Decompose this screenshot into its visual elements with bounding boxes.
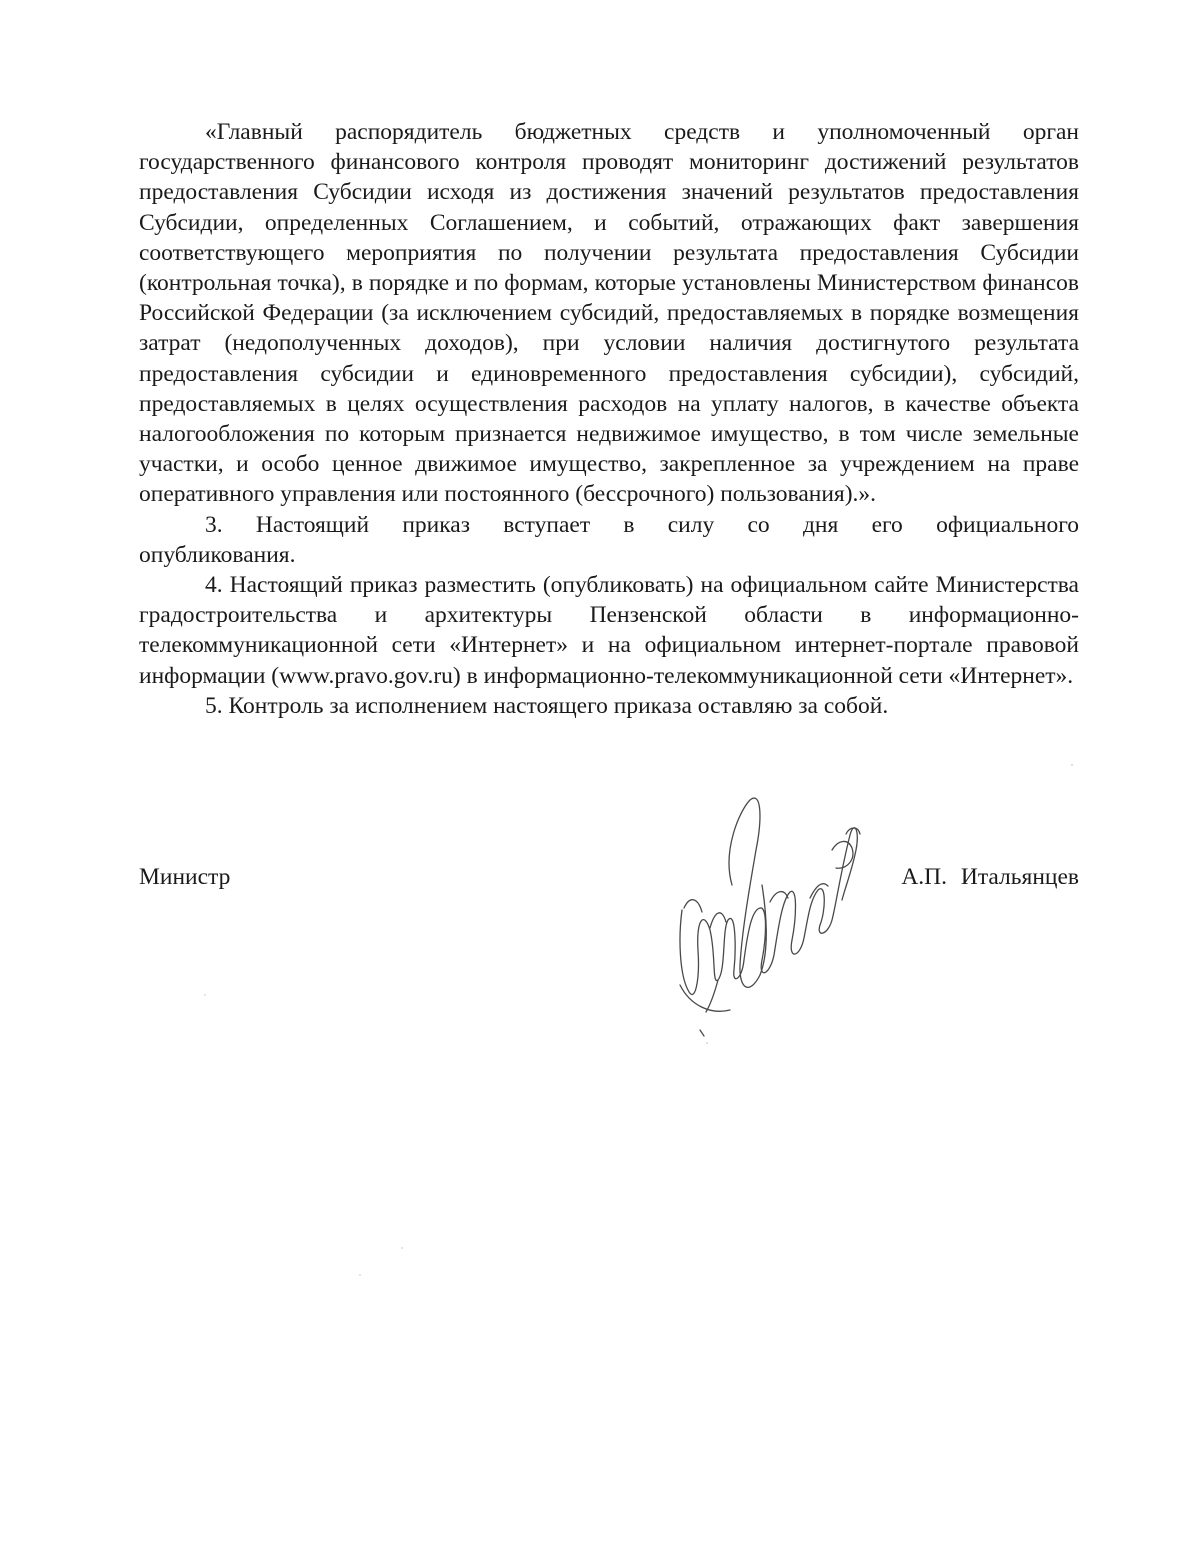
handwritten-signature [670, 790, 870, 1040]
item-4-paragraph: 4. Настоящий приказ разместить (опубликовать) на официальном сайте Министерства градостроительства и архитектуры Пензенской области в информационно-телекоммуникационной сети «Интернет» и на официальном интернет-портале правовой информации (www.pravo.gov.ru) в информационно-телекоммуникационной сети «Интернет». [139, 572, 1079, 689]
quoted-paragraph: «Главный распорядитель бюджетных средств и уполномоченный орган государственного финансового контроля проводят мониторинг достижений результатов предоставления Субсидии исходя из достижения значений результатов предоставления Субсидии, определенных Соглашением, и событий, отражающих факт завершения соответствующего мероприятия по получении результата предоставления Субсидии (контрольная точка), в порядке и по формам, которые установлены Министерством финансов Российской Федерации (за исключением субсидий, предоставляемых в порядке возмещения затрат (недополученных доходов), при условии наличия достигнутого результата предоставления субсидии и единовременного предоставления субсидии), субсидий, предоставляемых в целях осуществления расходов на уплату налогов, в качестве объекта налогообложения по которым признается недвижимое имущество, в том числе земельные участки, и особо ценное движимое имущество, закрепленное за учреждением на праве оперативного управления или постоянного (бессрочного) пользования).». [139, 119, 1079, 508]
signatory-name: А.П. Итальянцев [901, 864, 1079, 890]
signatory-title: Министр [139, 864, 231, 890]
document-body [139, 117, 1079, 721]
item-3-paragraph: 3. Настоящий приказ вступает в силу со дня его официального опубликования. [139, 511, 1079, 568]
signature-row [139, 862, 1079, 902]
item-5-paragraph: 5. Контроль за исполнением настоящего приказа оставляю за собой. [205, 692, 889, 719]
